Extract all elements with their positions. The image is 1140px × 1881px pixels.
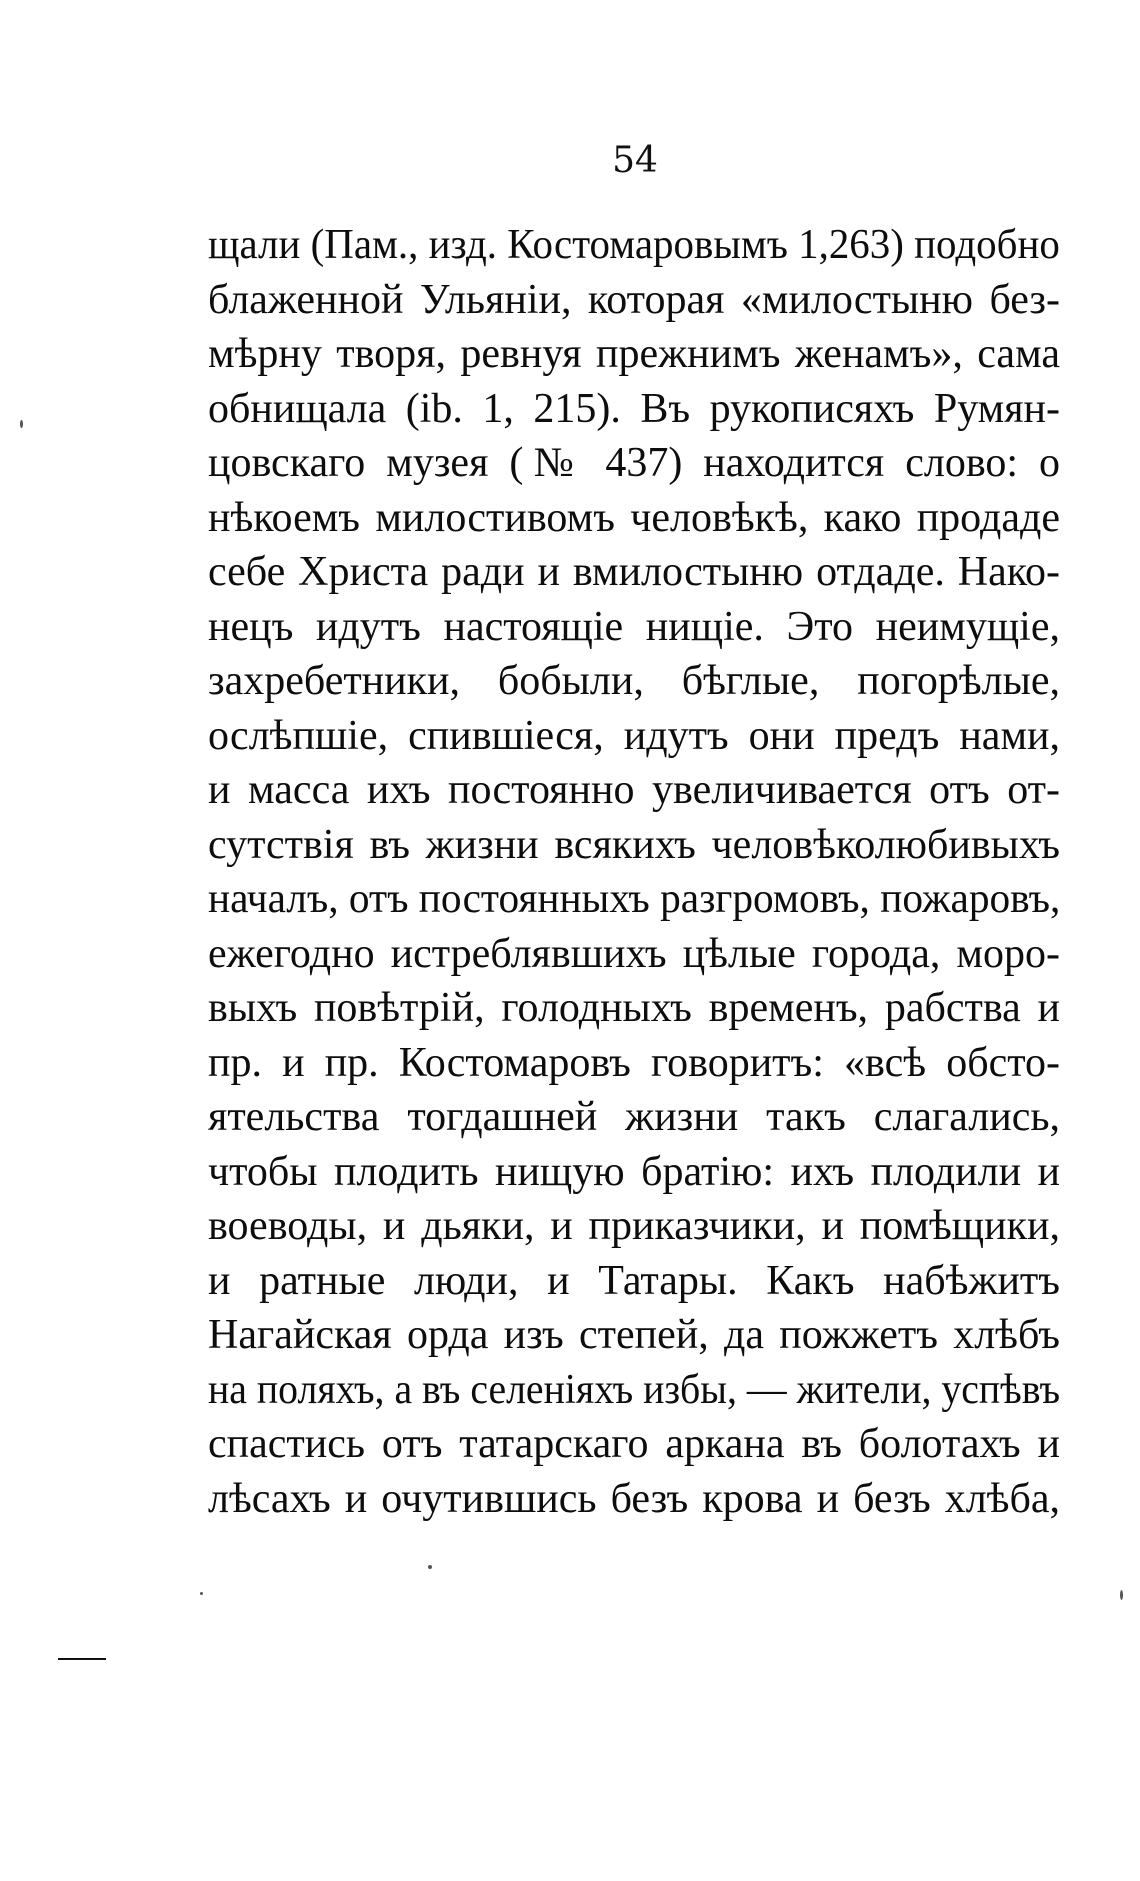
text-line-12: сутствія въ жизни всякихъ человѣколюбивыхъ: [208, 821, 1060, 868]
scan-speck: [200, 1592, 203, 1595]
text-line-13: началъ, отъ постоянныхъ разгромовъ, пожаровъ,: [208, 876, 1061, 922]
text-line-4: обнищала (ib. 1, 215). Въ рукописяхъ Румян-: [208, 385, 1060, 432]
text-line-7: себе Христа ради и вмилостыню отдаде. Нако-: [208, 549, 1060, 595]
text-line-15: выхъ повѣтрій, голодныхъ временъ, рабства и: [208, 985, 1060, 1031]
text-line-5: цовскаго музея (№ 437) находится слово: о: [208, 440, 1060, 486]
text-line-6: нѣкоемъ милостивомъ человѣкѣ, како продаде: [208, 494, 1060, 541]
text-line-16: пр. и пр. Костомаровъ говоритъ: «всѣ обсто-: [208, 1039, 1060, 1086]
text-line-10: ослѣпшіе, спившіеся, идутъ они предъ нами,: [208, 712, 1060, 759]
text-line-18: чтобы плодить нищую братію: ихъ плодили и: [208, 1148, 1060, 1195]
scan-speck: [20, 420, 23, 428]
scan-speck: [428, 1565, 432, 1569]
text-line-2: блаженной Ульяніи, которая «милостыню без-: [208, 276, 1060, 323]
text-line-19: воеводы, и дьяки, и приказчики, и помѣщики,: [208, 1203, 1060, 1249]
text-line-11: и масса ихъ постоянно увеличивается отъ от-: [208, 767, 1060, 813]
margin-dash-mark: [58, 1658, 106, 1660]
body-text: [208, 218, 1060, 1526]
text-line-21: Нагайская орда изъ степей, да пожжетъ хлѣбъ: [208, 1312, 1060, 1358]
page-number: 54: [612, 140, 658, 181]
text-line-9: захребетники, бобыли, бѣглые, погорѣлые,: [208, 658, 1060, 704]
text-line-24: лѣсахъ и очутившись безъ крова и безъ хлѣба,: [208, 1475, 1060, 1522]
text-line-3: мѣрну творя, ревнуя прежнимъ женамъ», сама: [208, 331, 1060, 377]
text-line-22: на поляхъ, а въ селеніяхъ избы, — жители, успѣвъ: [208, 1366, 1061, 1413]
text-line-17: ятельства тогдашней жизни такъ слагались,: [208, 1094, 1060, 1140]
text-line-1: щали (Пам., изд. Костомаровымъ 1,263) подобно: [208, 222, 1060, 268]
text-line-8: нецъ идутъ настоящіе нищіе. Это неимущіе,: [208, 603, 1060, 650]
text-line-20: и ратные люди, и Татары. Какъ набѣжитъ: [208, 1257, 1060, 1304]
scan-speck: [1120, 1590, 1123, 1600]
text-line-14: ежегодно истреблявшихъ цѣлые города, моро-: [208, 930, 1060, 977]
text-line-23: спастись отъ татарскаго аркана въ болотахъ и: [208, 1421, 1060, 1467]
